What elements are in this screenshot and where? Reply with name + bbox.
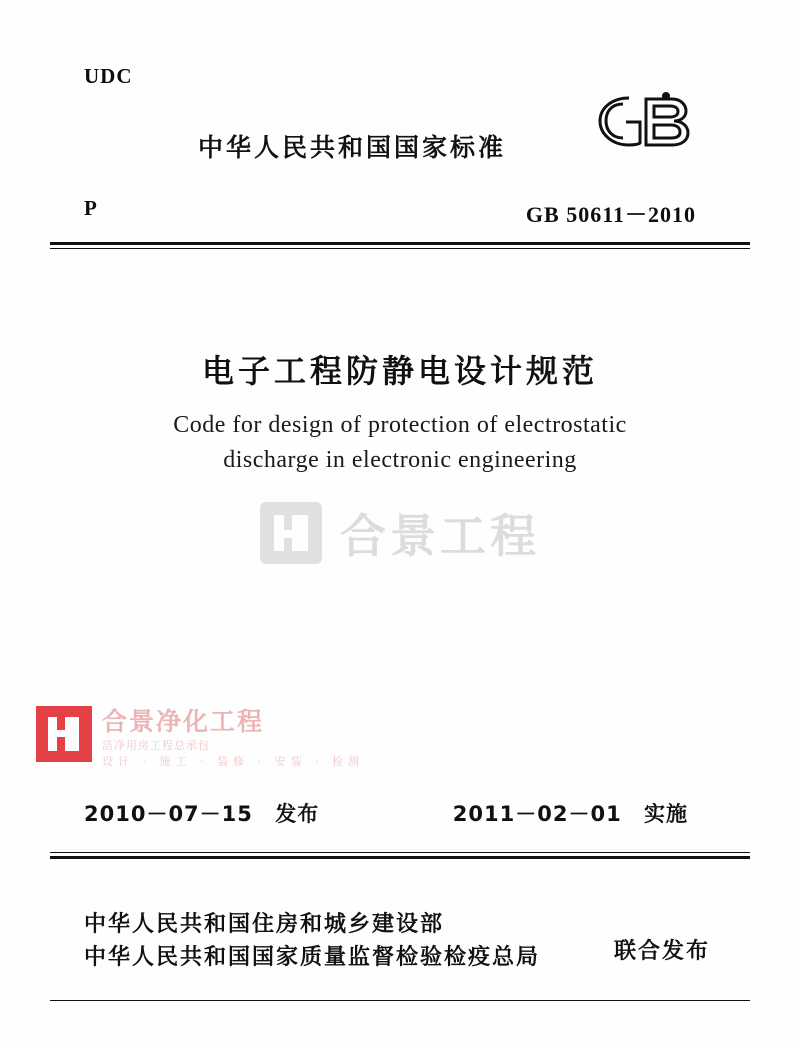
issue-date-group (84, 798, 319, 828)
divider-bottom-thin (50, 852, 750, 853)
issuing-authorities (84, 908, 540, 974)
divider-page-bottom (50, 1000, 750, 1001)
divider-bottom-thick (50, 856, 750, 859)
divider-top-thick (50, 242, 750, 245)
effective-date-label: 实施 (644, 802, 688, 826)
effective-date: 2011－02－01 (452, 802, 622, 826)
watermark-center-text: 合景工程 (340, 509, 540, 563)
national-standard-heading: 中华人民共和国国家标准 (198, 133, 507, 162)
watermark-red-title: 合景净化工程 (102, 707, 265, 736)
issue-date-label: 发布 (275, 802, 320, 826)
h-logo-icon (36, 706, 92, 762)
document-title-english-line2: discharge in electronic engineering (223, 446, 577, 473)
dates-row (84, 798, 716, 828)
issuing-authority-2: 中华人民共和国国家质量监督检验检疫总局 (84, 945, 541, 970)
divider-top-thin (50, 248, 750, 249)
watermark-red (36, 706, 364, 769)
udc-label: UDC (84, 64, 133, 88)
document-title-english-line1: Code for design of protection of electrostatic (173, 412, 627, 438)
document-title-chinese: 电子工程防静电设计规范 (201, 352, 598, 390)
gb-logo-icon (582, 88, 704, 154)
h-logo-crossbar (284, 530, 298, 538)
h-logo-crossbar (57, 730, 69, 737)
watermark-red-subtitle-2: 设计 · 施工 · 装修 · 安装 · 检测 (102, 754, 364, 768)
joint-issue-label: 联合发布 (613, 939, 710, 964)
standard-number: GB 50611－2010 (525, 202, 696, 227)
h-logo-icon (260, 502, 322, 564)
watermark-center (0, 500, 800, 566)
classification-mark: P (84, 196, 97, 220)
watermark-red-subtitle-1: 洁净用房工程总承包 (102, 738, 210, 752)
effective-date-group (453, 798, 688, 828)
issue-date: 2010－07－15 (84, 802, 253, 826)
issuing-authority-1: 中华人民共和国住房和城乡建设部 (84, 912, 445, 937)
document-title-english (0, 408, 800, 478)
